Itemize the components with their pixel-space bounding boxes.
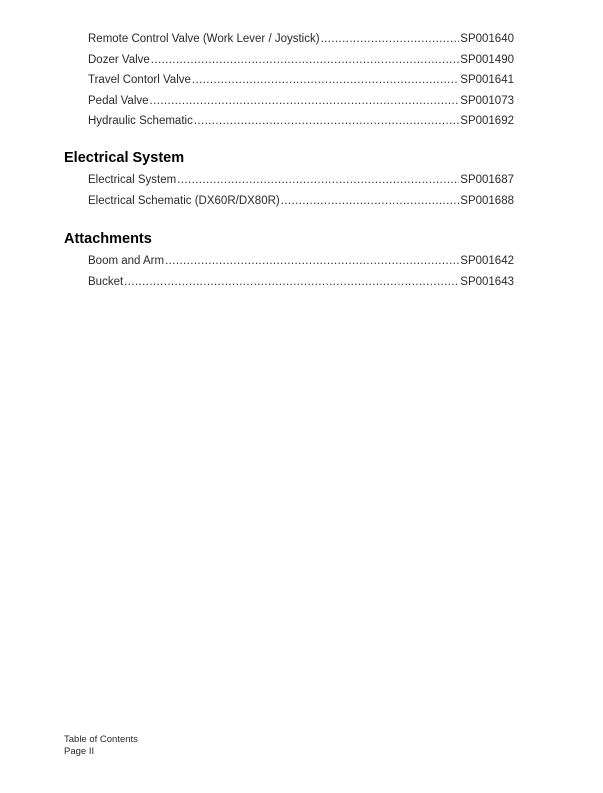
electrical-section	[0, 150, 603, 214]
footer-document-title: Table of Contents	[64, 734, 138, 745]
toc-entry-code: SP001073	[460, 94, 514, 107]
toc-entry[interactable]	[88, 73, 514, 94]
page-footer	[64, 734, 138, 758]
hydraulic-entries-group	[0, 32, 603, 135]
toc-entry-code: SP001642	[460, 255, 514, 267]
toc-entry-title: Travel Contorl Valve	[88, 74, 191, 86]
toc-entry-title: Electrical Schematic (DX60R/DX80R)	[88, 194, 280, 207]
dot-leader	[177, 173, 459, 187]
dot-leader	[194, 114, 459, 128]
toc-entry-code: SP001640	[460, 33, 514, 45]
toc-entry-title: Dozer Valve	[88, 53, 150, 66]
toc-entry[interactable]	[88, 254, 514, 275]
toc-entry[interactable]	[88, 275, 514, 296]
dot-leader	[124, 275, 459, 289]
toc-entry-code: SP001692	[460, 115, 514, 127]
toc-entry-title: Electrical System	[88, 174, 177, 186]
toc-entry-title: Remote Control Valve (Work Lever / Joystick)	[88, 33, 320, 45]
dot-leader	[150, 94, 460, 108]
section-heading: Attachments	[64, 231, 152, 247]
toc-entry-code: SP001643	[460, 275, 514, 288]
dot-leader	[281, 194, 460, 208]
toc-entry[interactable]	[88, 32, 514, 53]
toc-entry-title: Boom and Arm	[88, 255, 165, 267]
dot-leader	[165, 254, 459, 268]
toc-entry-code: SP001687	[460, 174, 514, 186]
toc-entry[interactable]	[88, 114, 514, 135]
toc-entry-title: Bucket	[88, 275, 124, 288]
toc-entry-title: Hydraulic Schematic	[88, 115, 193, 127]
toc-entry-title: Pedal Valve	[88, 94, 149, 107]
toc-entry-code: SP001688	[460, 194, 514, 207]
attachments-section	[0, 231, 603, 295]
toc-entry-code: SP001641	[460, 74, 514, 86]
section-heading: Electrical System	[64, 150, 185, 166]
toc-entry[interactable]	[88, 173, 514, 194]
dot-leader	[151, 53, 459, 67]
toc-entry[interactable]	[88, 194, 514, 215]
toc-entry[interactable]	[88, 53, 514, 74]
dot-leader	[321, 32, 460, 46]
toc-entry-code: SP001490	[460, 53, 514, 66]
footer-page-number: Page II	[64, 746, 95, 757]
toc-entry[interactable]	[88, 94, 514, 115]
dot-leader	[192, 73, 459, 87]
